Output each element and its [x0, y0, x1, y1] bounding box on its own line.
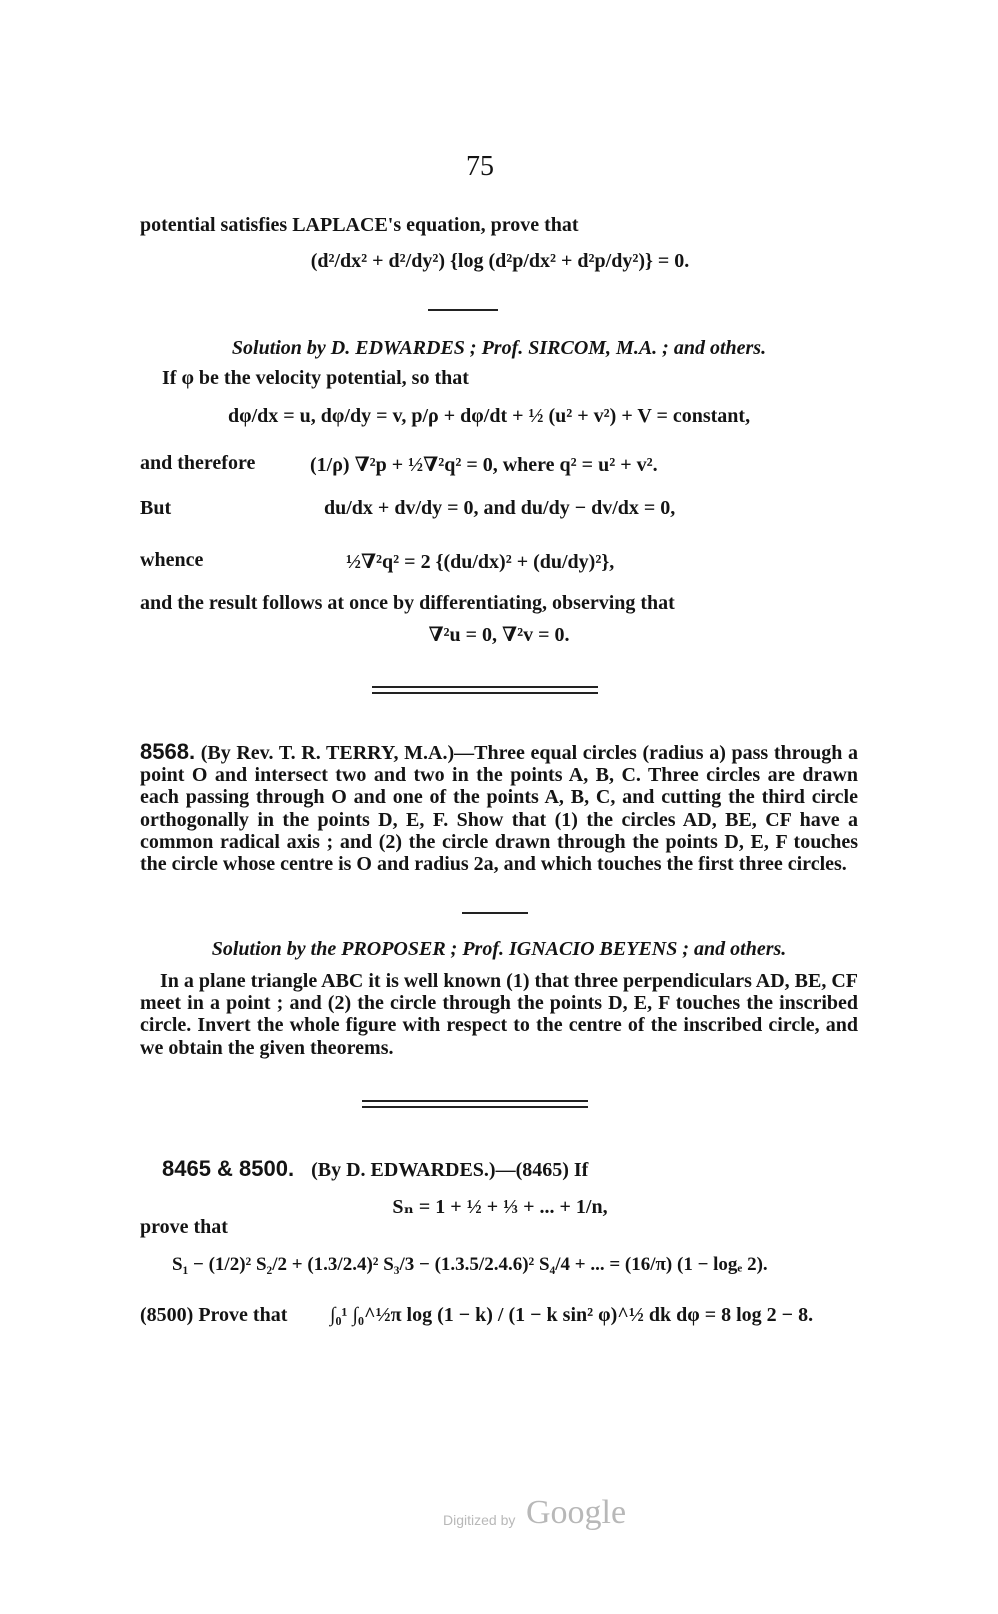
google-logo: Google	[526, 1494, 627, 1531]
short-rule	[428, 309, 498, 311]
intro-equation: (d²/dx² + d²/dy²) {log (d²p/dx² + d²p/dy²)} = 0.	[310, 250, 690, 272]
page-number: 75	[466, 151, 494, 182]
intro-line: potential satisfies LAPLACE's equation, prove that	[140, 214, 579, 236]
label-but: But	[140, 497, 172, 519]
label-and-therefore: and therefore	[140, 452, 256, 474]
double-rule	[372, 686, 598, 694]
problem-text: (By Rev. T. R. TERRY, M.A.)—Three equal circles (radius a) pass through a point O and intersect two and two in the points A, B, C. Three circles are drawn each passing through O and one of the points A, B, C, and cutting the third circle orthogonally in the points D, E, F. Show that (1) the circles AD, BE, CF have a common radical axis ; and (2) the circle drawn through the points D, E, F touches the circle whose centre is O and radius 2a, and which touches the first three circles.	[140, 742, 859, 876]
problem-intro: (By D. EDWARDES.)—(8465) If	[311, 1159, 589, 1181]
problem-8568	[140, 741, 858, 875]
solution-heading: Solution by the PROPOSER ; Prof. IGNACIO BEYENS ; and others.	[211, 938, 787, 960]
digitized-label: Digitized by	[443, 1512, 516, 1528]
short-rule	[462, 912, 528, 914]
equation-series: S₁ − (1/2)² S₂/2 + (1.3/2.4)² S₃/3 − (1.3.5/2.4.6)² S₄/4 + ... = (16/π) (1 − logₑ 2).	[172, 1254, 768, 1275]
problem-8465-header	[162, 1158, 588, 1181]
equation-harmonic: ∇²u = 0, ∇²v = 0.	[428, 624, 570, 646]
solution-text: In a plane triangle ABC it is well known (1) that three perpendiculars AD, BE, CF meet in a point ; and (2) the circle through the points D, E, F touches the inscribed circle. Invert the whole figure with respect to the centre of the inscribed circle, and we obtain the given theorems.	[140, 970, 858, 1059]
solution-heading: Solution by D. EDWARDES ; Prof. SIRCOM, M.A. ; and others.	[231, 337, 767, 359]
equation-whence: ½∇²q² = 2 {(du/dx)² + (du/dy)²},	[346, 551, 615, 573]
equation-velocity: dφ/dx = u, dφ/dy = v, p/ρ + dφ/dt + ½ (u² + v²) + V = constant,	[228, 405, 751, 427]
equation-integral: ∫₀¹ ∫₀^½π log (1 − k) / (1 − k sin² φ)^½ dk dφ = 8 log 2 − 8.	[330, 1304, 814, 1326]
solution-conclusion: and the result follows at once by differentiating, observing that	[140, 592, 675, 614]
equation-harmonic-sum: Sₙ = 1 + ½ + ⅓ + ... + 1/n,	[392, 1196, 608, 1218]
equation-laplacian: (1/ρ) ∇²p + ½∇²q² = 0, where q² = u² + v².	[310, 454, 658, 476]
label-prove-that: prove that	[140, 1216, 228, 1238]
problem-number: 8568.	[140, 739, 196, 764]
solution-line: If φ be the velocity potential, so that	[162, 367, 469, 389]
label-whence: whence	[140, 549, 204, 571]
double-rule	[362, 1100, 588, 1108]
problem-number: 8465 & 8500.	[162, 1156, 295, 1181]
label-8500: (8500) Prove that	[140, 1304, 288, 1326]
equation-continuity: du/dx + dv/dy = 0, and du/dy − dv/dx = 0,	[324, 497, 676, 519]
